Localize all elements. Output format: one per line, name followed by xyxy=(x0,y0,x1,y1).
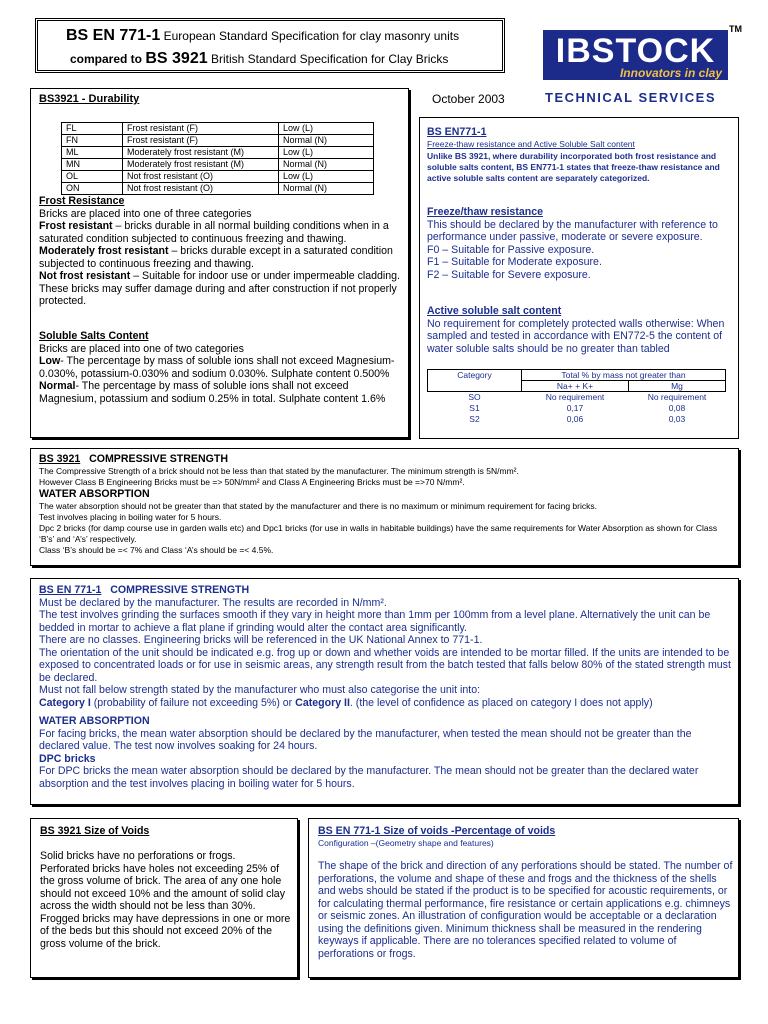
durability-cell: Not frost resistant (O) xyxy=(123,171,279,183)
bs3921-durability-panel xyxy=(30,88,409,438)
wa-heading: WATER ABSORPTION xyxy=(39,488,150,500)
bs3921-strength-heading xyxy=(39,453,734,466)
wa-text-3: Dpc 2 bricks (for damp course use in garden walls etc) and Dpc1 bricks (for use in walls in habitable buildings) have the same requirements for Water Absorption as shown for Class ‘B’s’ and ‘A’s’ respectively. xyxy=(39,523,718,544)
title-prefix: compared to xyxy=(70,52,143,66)
bsen-intro: Unlike BS 3921, where durability incorporated both frost resistance and soluble salts content, BS EN771-1 states that freeze-thaw resistance and active soluble salts content are separately categorized. xyxy=(427,151,720,183)
category-line xyxy=(39,697,734,710)
bsen-strength-text-1: Must be declared by the manufacturer. The results are recorded in N/mm². xyxy=(39,596,387,609)
salt-cell: 0,06 xyxy=(566,414,584,424)
trademark-symbol: TM xyxy=(729,24,742,34)
salt-row xyxy=(428,392,726,403)
active-salt-section xyxy=(427,305,737,355)
frost-resistant-label: Frost resistant xyxy=(39,220,113,232)
title-code-2: BS 3921 xyxy=(145,50,208,67)
title-code: BS EN 771-1 xyxy=(66,27,161,44)
department-label: TECHNICAL SERVICES xyxy=(545,90,716,105)
low-label: Low xyxy=(39,355,61,367)
bsen-strength-panel xyxy=(30,578,739,805)
not-frost-text: – Suitable for indoor use or under impermeable cladding. These bricks may suffer damage during and after construction if not properly protected. xyxy=(39,270,400,307)
salt-cell: No requirement xyxy=(647,392,707,403)
bsen-freeze-thaw-panel xyxy=(419,117,739,439)
durability-row xyxy=(62,147,374,159)
durability-cell: Low (L) xyxy=(279,171,374,183)
low-para xyxy=(39,355,403,380)
moderate-label: Moderately frost resistant xyxy=(39,245,169,257)
frost-resistant-para xyxy=(39,220,403,245)
strength-title: COMPRESSIVE STRENGTH xyxy=(89,453,228,465)
logo-tagline: Innovators in clay xyxy=(619,66,722,80)
voids-text-1: Solid bricks have no perforations or frogs. xyxy=(40,850,236,862)
salt-cell: 0,08 xyxy=(668,403,686,413)
ft-heading: Freeze/thaw resistance xyxy=(427,206,543,218)
wa-text-1: The water absorption should not be greater than that stated by the manufacturer and there is no maximum or minimum requirement for facing bricks. xyxy=(39,501,597,511)
durability-table xyxy=(61,122,374,195)
durability-heading: BS3921 - Durability xyxy=(39,93,140,105)
durability-cell: FN xyxy=(62,135,123,147)
normal-para xyxy=(39,380,403,405)
durability-cell: Normal (N) xyxy=(279,183,374,195)
bsen-strength-title: COMPRESSIVE STRENGTH xyxy=(110,584,250,596)
category-2-label: Category II xyxy=(295,696,350,709)
voids-body xyxy=(40,850,292,950)
salt-cell: S2 xyxy=(469,414,480,424)
category-1-text: (probability of failure not exceeding 5%) or xyxy=(93,696,293,709)
bsen-voids-text: The shape of the brick and direction of any perforations should be stated. The number of perforations, the volume and shape of these and frogs and the thickness of the shells and webs should be stated if the product is to be specified for acoustic requirements, or for calculating thermal performance, fire resistance or certain applications e.g. chimneys or seismic zones. An illustration of configuration would be acceptable or a declaration using the definitions given. Minimum thickness shall be measured in the rendering keyways if applicable. There are no tolerances specified related to volume of perforations or frogs. xyxy=(318,860,733,960)
bs3921-strength-body xyxy=(39,466,734,556)
frost-resistant-text: – bricks durable in all normal building conditions when in a saturated condition subjected to continuous freezing and thawing. xyxy=(39,220,389,245)
frost-resistance-section xyxy=(39,195,403,308)
ft-text: This should be declared by the manufacturer with reference to performance under passive, moderate or severe exposure. xyxy=(427,218,718,243)
bsen-strength-body xyxy=(39,584,734,790)
bsen-heading: BS EN771-1 xyxy=(427,126,487,138)
durability-cell: Moderately frost resistant (M) xyxy=(123,147,279,159)
salt-cell: S1 xyxy=(469,403,480,413)
bsen-wa-text: For facing bricks, the mean water absorption should be declared by the manufacturer, when tested the mean should not be greater than the declared value. The test now involves soaking for 24 hours. xyxy=(39,727,692,752)
strength-code: BS 3921 xyxy=(39,453,81,465)
title-line-2 xyxy=(70,50,448,68)
not-frost-label: Not frost resistant xyxy=(39,270,131,282)
category-1-label: Category I xyxy=(39,696,91,709)
bsen-strength-heading xyxy=(39,584,734,597)
dpc-heading: DPC bricks xyxy=(39,752,96,765)
durability-cell: ML xyxy=(62,147,123,159)
durability-cell: OL xyxy=(62,171,123,183)
durability-cell: ON xyxy=(62,183,123,195)
title-line-1 xyxy=(66,27,459,45)
bsen-strength-text-4: The orientation of the unit should be indicated e.g. frog up or down and whether voids are intended to be mortar filled. If the units are intended to be exposed to concentrated loads or for use in seismic areas, any strength result from the batch tested that falls below 80% of the stated strength must be declared. xyxy=(39,646,731,684)
bsen-strength-code: BS EN 771-1 xyxy=(39,584,102,596)
ft-f2: F2 – Suitable for Severe exposure. xyxy=(427,268,591,281)
ft-f1: F1 – Suitable for Moderate exposure. xyxy=(427,256,602,268)
normal-text: - The percentage by mass of soluble ions shall not exceed Magnesium, potassium and sodium 0.25% in total. Sulphate content 1.6% xyxy=(39,380,386,405)
salt-row xyxy=(428,403,726,414)
voids-text-3: Frogged bricks may have depressions in one or more of the beds but this should not exceed 20% of the gross volume of the brick. xyxy=(40,912,291,950)
salt-cell: 0,17 xyxy=(566,403,584,413)
bs3921-strength-panel xyxy=(30,448,739,566)
strength-text-1: The Compressive Strength of a brick should not be less than that stated by the manufacturer. The minimum strength is 5N/mm². xyxy=(39,466,519,476)
durability-row xyxy=(62,171,374,183)
bsen-wa-heading: WATER ABSORPTION xyxy=(39,715,150,727)
freeze-thaw-section xyxy=(427,206,737,281)
bsen-strength-text-2: The test involves grinding the surfaces smooth if they vary in height more than 1mm per 100mm from a level plane. Alternatively the unit can be bedded in mortar to achieve a flat plane if grinding would alter the contact area significantly. xyxy=(39,609,711,634)
durability-row xyxy=(62,135,374,147)
strength-text-2: However Class B Engineering Bricks must be => 50N/mm² and Class A Engineering Bricks must be =>70 N/mm². xyxy=(39,477,465,487)
bsen-voids-subheading: Configuration –(Geometry shape and features) xyxy=(318,838,494,848)
salt-content-table xyxy=(427,369,726,425)
voids-heading: BS 3921 Size of Voids xyxy=(40,825,150,837)
bsen-strength-text-3: There are no classes. Engineering bricks will be referenced in the UK National Annex to 771-1. xyxy=(39,634,483,646)
durability-cell: Low (L) xyxy=(279,123,374,135)
document-date: October 2003 xyxy=(432,92,505,106)
salt-heading: Active soluble salt content xyxy=(427,305,562,317)
durability-row xyxy=(62,183,374,195)
moderate-text: – bricks durable except in a saturated condition subjected to continuous freezing and thawing. xyxy=(39,245,393,270)
salt-row xyxy=(428,414,726,425)
moderate-para xyxy=(39,245,403,270)
wa-text-2: Test involves placing in boiling water for 5 hours. xyxy=(39,512,222,522)
bsen-voids-panel xyxy=(308,818,739,978)
col-category: Category xyxy=(428,370,522,392)
col-na: Na+ + K+ xyxy=(522,381,629,392)
durability-cell: Frost resistant (F) xyxy=(123,135,279,147)
frost-heading: Frost Resistance xyxy=(39,195,125,207)
title-desc: European Standard Specification for clay masonry units xyxy=(163,29,460,43)
ft-f0: F0 – Suitable for Passive exposure. xyxy=(427,243,595,256)
voids-text-2: Perforated bricks have holes not exceeding 25% of the gross volume of brick. The area of any one hole should not exceed 10% and the amount of solid clay across the width should not be less than 30%. xyxy=(40,862,285,912)
durability-cell: Normal (N) xyxy=(279,135,374,147)
durability-row xyxy=(62,159,374,171)
title-desc-2: British Standard Specification for Clay Bricks xyxy=(210,52,449,66)
durability-cell: Not frost resistant (O) xyxy=(123,183,279,195)
salts-heading: Soluble Salts Content xyxy=(39,330,149,342)
category-2-text: . (the level of confidence as placed on category I does not apply) xyxy=(349,696,653,709)
salt-cell: No requirement xyxy=(545,392,605,403)
bsen-strength-text-5: Must not fall below strength stated by the manufacturer who must also categorise the unit into: xyxy=(39,684,481,696)
durability-cell: MN xyxy=(62,159,123,171)
bs3921-voids-panel xyxy=(30,818,298,978)
salts-intro: Bricks are placed into one of two categories xyxy=(39,342,244,355)
dpc-text: For DPC bricks the mean water absorption should be declared by the manufacturer. The mean should not be greater than the declared water absorption and the test involves placing in boiling water for 5 hours. xyxy=(39,765,699,790)
title-box xyxy=(35,18,505,73)
salt-text: No requirement for completely protected walls otherwise: When sampled and tested in accordance with EN772-5 the content of water soluble salts should be no greater than tabled xyxy=(427,317,725,355)
durability-cell: Moderately frost resistant (M) xyxy=(123,159,279,171)
salt-cell: SO xyxy=(468,392,481,403)
salt-cell: 0,03 xyxy=(668,414,686,424)
durability-cell: Low (L) xyxy=(279,147,374,159)
durability-row xyxy=(62,123,374,135)
not-frost-para xyxy=(39,270,403,308)
ibstock-logo xyxy=(543,30,728,80)
bsen-subheading: Freeze-thaw resistance and Active Soluble Salt content xyxy=(427,139,635,149)
durability-cell: FL xyxy=(62,123,123,135)
frost-intro: Bricks are placed into one of three categories xyxy=(39,207,252,220)
col-total: Total % by mass not greater than xyxy=(522,370,726,381)
soluble-salts-section xyxy=(39,330,403,405)
bsen-voids-heading: BS EN 771-1 Size of voids -Percentage of voids xyxy=(318,825,556,837)
durability-cell: Normal (N) xyxy=(279,159,374,171)
wa-text-4: Class ‘B’s should be =< 7% and Class ‘A’s should be =< 4.5%. xyxy=(39,545,274,555)
col-mg: Mg xyxy=(629,381,726,392)
low-text: - The percentage by mass of soluble ions shall not exceed Magnesium-0.030%, potassium-0.030% and sodium 0.030%. Sulphate content 0.500% xyxy=(39,355,395,380)
logo-name: IBSTOCK xyxy=(555,32,716,70)
normal-label: Normal xyxy=(39,380,76,392)
durability-cell: Frost resistant (F) xyxy=(123,123,279,135)
